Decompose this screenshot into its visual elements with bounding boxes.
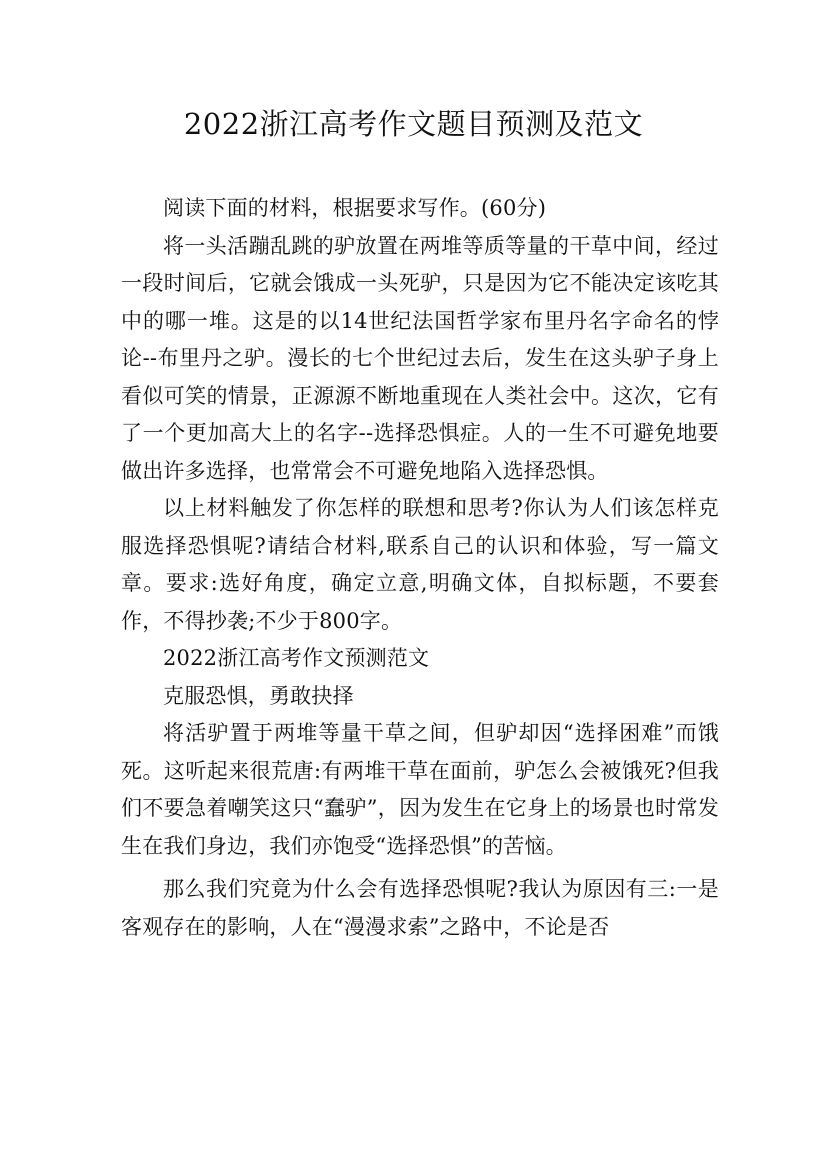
- essay-section-heading: 2022浙江高考作文预测范文: [163, 646, 430, 670]
- essay-paragraph-1: 将活驴置于两堆等量干草之间，但驴却因“选择困难”而饿死。这听起来很荒唐:有两堆干草在面前，驴怎么会被饿死?但我们不要急着嘲笑这只“蠢驴”，因为发生在它身上的场景也时常发生在我们身边，我们亦饱受“选择恐惧”的苦恼。: [121, 721, 719, 858]
- document-body: [121, 190, 719, 946]
- paragraph-instruction: 阅读下面的材料，根据要求写作。(60分): [163, 196, 547, 220]
- essay-title: 克服恐惧，勇敢抉择: [163, 683, 354, 708]
- document-title: 2022浙江高考作文题目预测及范文: [183, 107, 644, 141]
- essay-paragraph-2: 那么我们究竟为什么会有选择恐惧呢?我认为原因有三:一是客观存在的影响，人在“漫漫求索”之路中，不论是否: [121, 877, 719, 939]
- paragraph-requirements: 以上材料触发了你怎样的联想和思考?你认为人们该怎样克服选择恐惧呢?请结合材料,联系自己的认识和体验，写一篇文章。要求:选好角度，确定立意,明确文体，自拟标题，不要套作，不得抄袭;不少于800字。: [121, 496, 719, 633]
- paragraph-material: 将一头活蹦乱跳的驴放置在两堆等质等量的干草中间，经过一段时间后，它就会饿成一头死驴，只是因为它不能决定该吃其中的哪一堆。这是的以14世纪法国哲学家布里丹名字命名的悖论--布里丹之驴。漫长的七个世纪过去后，发生在这头驴子身上看似可笑的情景，正源源不断地重现在人类社会中。这次，它有了一个更加高大上的名字--选择恐惧症。人的一生不可避免地要做出许多选择，也常常会不可避免地陷入选择恐惧。: [121, 233, 719, 483]
